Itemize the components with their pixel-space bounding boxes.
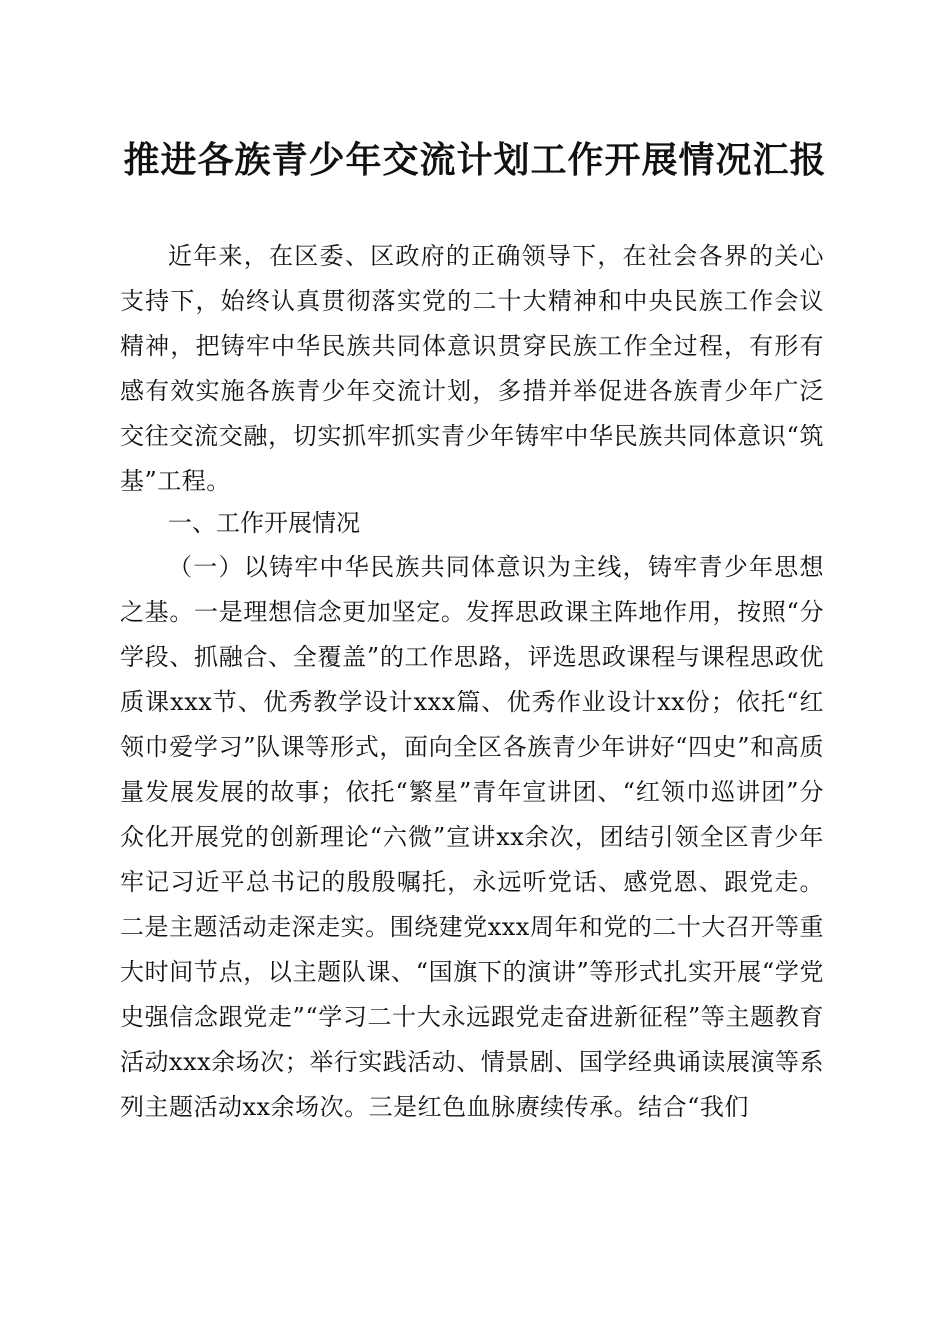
document-title: 推进各族青少年交流计划工作开展情况汇报 — [123, 139, 827, 181]
intro-paragraph: 近年来，在区委、区政府的正确领导下，在社会各界的关心支持下，始终认真贯彻落实党的二十大精神和中央民族工作会议精神，把铸牢中华民族共同体意识贯穿民族工作全过程，有形有感有效实施各族青少年交流计划，多措并举促进各族青少年广泛交往交流交融，切实抓牢抓实青少年铸牢中华民族共同体意识“筑基”工程。 — [120, 242, 824, 495]
section-heading: 一、工作开展情况 — [168, 509, 360, 537]
section-1-paragraph: （一）以铸牢中华民族共同体意识为主线，铸牢青少年思想之基。一是理想信念更加坚定。发挥思政课主阵地作用，按照“分学段、抓融合、全覆盖”的工作思路，评选思政课程与课程思政优质课xxx节、优秀教学设计xxx篇、优秀作业设计xx份；依托“红领巾爱学习”队课等形式，面向全区各族青少年讲好“四史”和高质量发展发展的故事；依托“繁星”青年宣讲团、“红领巾巡讲团”分众化开展党的创新理论“六微”宣讲xx余次，团结引领全区青少年牢记习近平总书记的殷殷嘱托，永远听党话、感党恩、跟党走。二是主题活动走深走实。围绕建党xxx周年和党的二十大召开等重大时间节点，以主题队课、“国旗下的演讲”等形式扎实开展“学党史强信念跟党走”“学习二十大永远跟党走奋进新征程”等主题教育活动xxx余场次；举行实践活动、情景剧、国学经典诵读展演等系列主题活动xx余场次。三是红色血脉赓续传承。结合“我们 — [120, 553, 824, 1121]
